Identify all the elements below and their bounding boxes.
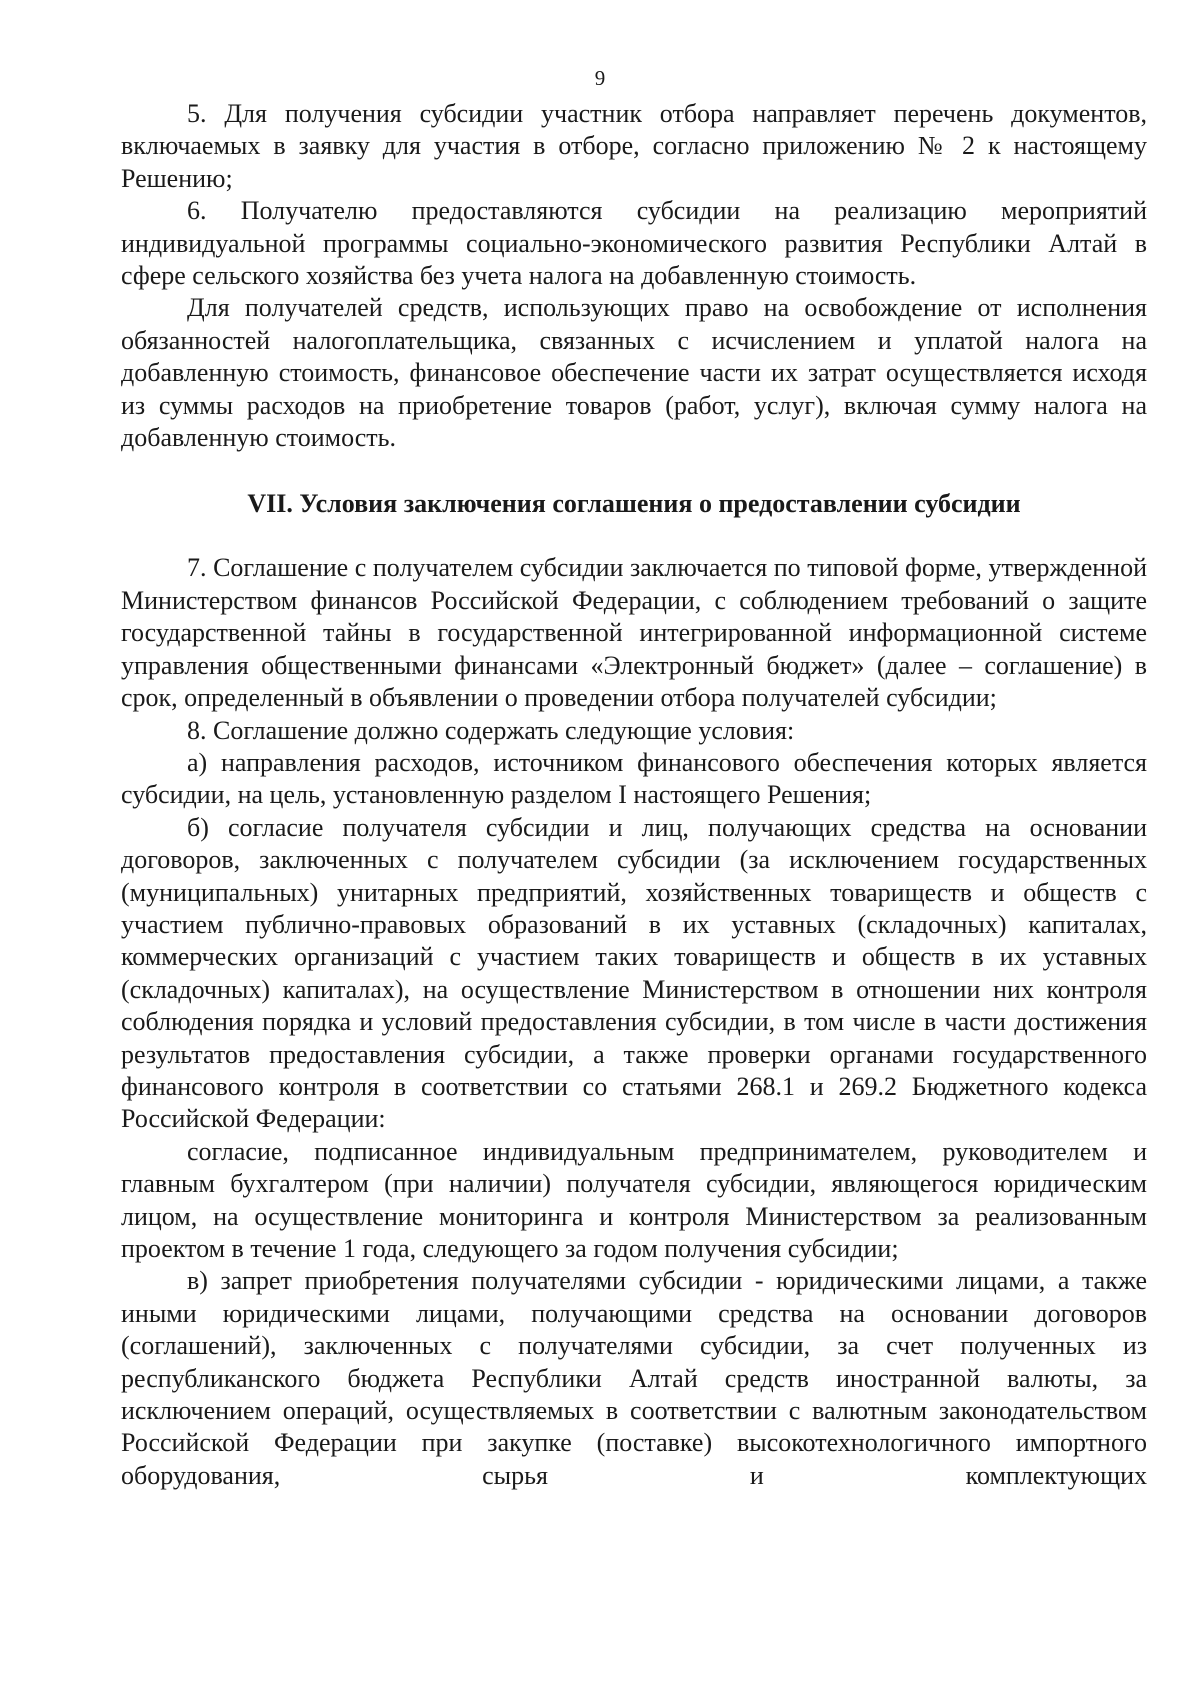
paragraph-item-8a: а) направления расходов, источником финансового обеспечения которых является субсидии, на цель, установленную разделом I настоящего Решения; bbox=[121, 747, 1147, 810]
paragraph-item-6: 6. Получателю предоставляются субсидии на реализацию мероприятий индивидуальной программы социально-экономического развития Республики Алтай в сфере сельского хозяйства без учета налога на добавленную стоимость. bbox=[121, 196, 1147, 291]
paragraph-item-8c: в) запрет приобретения получателями субсидии - юридическими лицами, а также иными юридическими лицами, получающими средства на основании договоров (соглашений), заключенных с получателями субсидии, за счет полученных из республиканского бюджета Республики Алтай средств иностранной валюты, за исключением операций, осуществляемых в соответствии с валютным законодательством Российской Федерации при закупке (поставке) высокотехнологичного импортного оборудования, сырья и комплектующих bbox=[121, 1266, 1147, 1490]
paragraph-item-5: 5. Для получения субсидии участник отбора направляет перечень документов, включаемых в заявку для участия в отборе, согласно приложению № 2 к настоящему Решению; bbox=[121, 99, 1147, 193]
paragraph-vat-exemption: Для получателей средств, использующих право на освобождение от исполнения обязанностей налогоплательщика, связанных с исчислением и уплатой налога на добавленную стоимость, финансовое обеспечение части их затрат осуществляется исходя из суммы расходов на приобретение товаров (работ, услуг), включая сумму налога на добавленную стоимость. bbox=[121, 293, 1147, 453]
section-heading-vii: VII. Условия заключения соглашения о предоставлении субсидии bbox=[247, 489, 1021, 519]
document-body bbox=[121, 98, 1147, 1492]
paragraph-consent: согласие, подписанное индивидуальным предпринимателем, руководителем и главным бухгалтером (при наличии) получателя субсидии, являющегося юридическим лицом, на осуществление мониторинга и контроля Министерством за реализованным проектом в течение 1 года, следующего за годом получения субсидии; bbox=[121, 1136, 1147, 1263]
paragraph-item-7: 7. Соглашение с получателем субсидии заключается по типовой форме, утвержденной Министерством финансов Российской Федерации, с соблюдением требований о защите государственной тайны в государственной интегрированной информационной системе управления общественными финансами «Электронный бюджет» (далее – соглашение) в срок, определенный в объявлении о проведении отбора получателей субсидии; bbox=[121, 553, 1147, 713]
paragraph-item-8: 8. Соглашение должно содержать следующие условия: bbox=[187, 715, 795, 745]
paragraph-item-8b: б) согласие получателя субсидии и лиц, получающих средства на основании договоров, заключенных с получателем субсидии (за исключением государственных (муниципальных) унитарных предприятий, хозяйственных товариществ и обществ с участием публично-правовых образований в их уставных (складочных) капиталах, коммерческих организаций с участием таких товариществ и обществ в их уставных (складочных) капиталах), на осуществление Министерством в отношении них контроля соблюдения порядка и условий предоставления субсидии, в том числе в части достижения результатов предоставления субсидии, а также проверки органами государственного финансового контроля в соответствии со статьями 268.1 и 269.2 Бюджетного кодекса Российской Федерации: bbox=[121, 812, 1147, 1134]
page-number: 9 bbox=[594, 66, 606, 90]
